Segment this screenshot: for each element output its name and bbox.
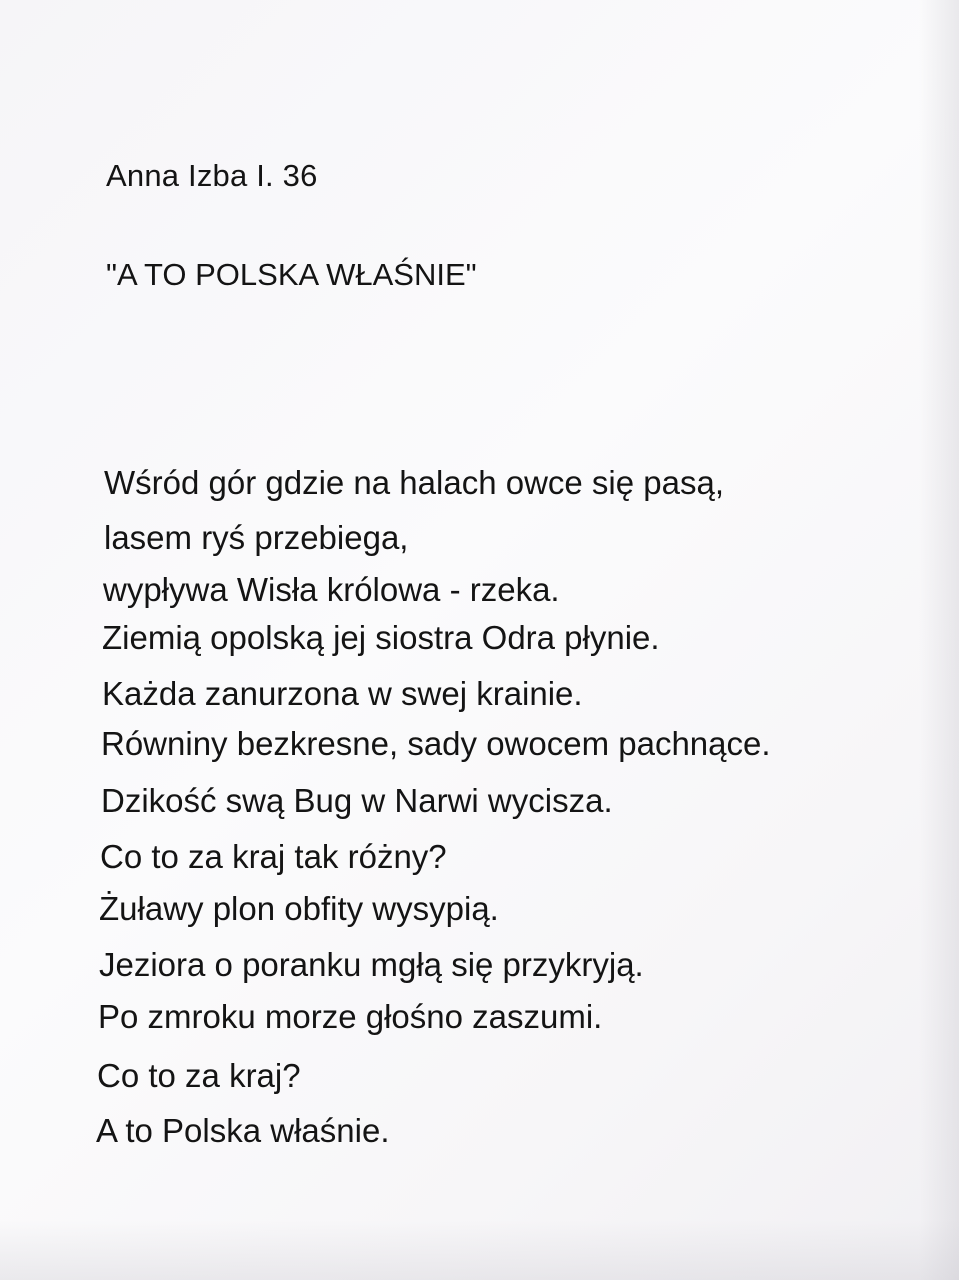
poem-line: lasem ryś przebiega, [104, 519, 409, 556]
poem-line: A to Polska właśnie. [96, 1112, 390, 1149]
poem-line: wypływa Wisła królowa - rzeka. [103, 571, 560, 608]
poem-line: Po zmroku morze głośno zaszumi. [98, 998, 603, 1035]
poem-title: "A TO POLSKA WŁAŚNIE" [106, 257, 477, 292]
poem-line: Co to za kraj tak różny? [100, 838, 447, 875]
author-line: Anna Izba I. 36 [106, 158, 318, 193]
poem-line: Wśród gór gdzie na halach owce się pasą, [104, 464, 725, 501]
poem-line: Jeziora o poranku mgłą się przykryją. [99, 946, 644, 983]
page-bottom-shadow [0, 1220, 959, 1280]
poem-line: Co to za kraj? [97, 1057, 301, 1094]
poem-line: Każda zanurzona w swej krainie. [102, 675, 583, 712]
poem-line: Żuławy plon obfity wysypią. [99, 890, 499, 927]
page-edge-shadow [919, 0, 959, 1280]
poem-line: Dzikość swą Bug w Narwi wycisza. [101, 782, 613, 819]
poem-line: Równiny bezkresne, sady owocem pachnące. [101, 725, 771, 762]
poem-line: Ziemią opolską jej siostra Odra płynie. [102, 619, 660, 656]
